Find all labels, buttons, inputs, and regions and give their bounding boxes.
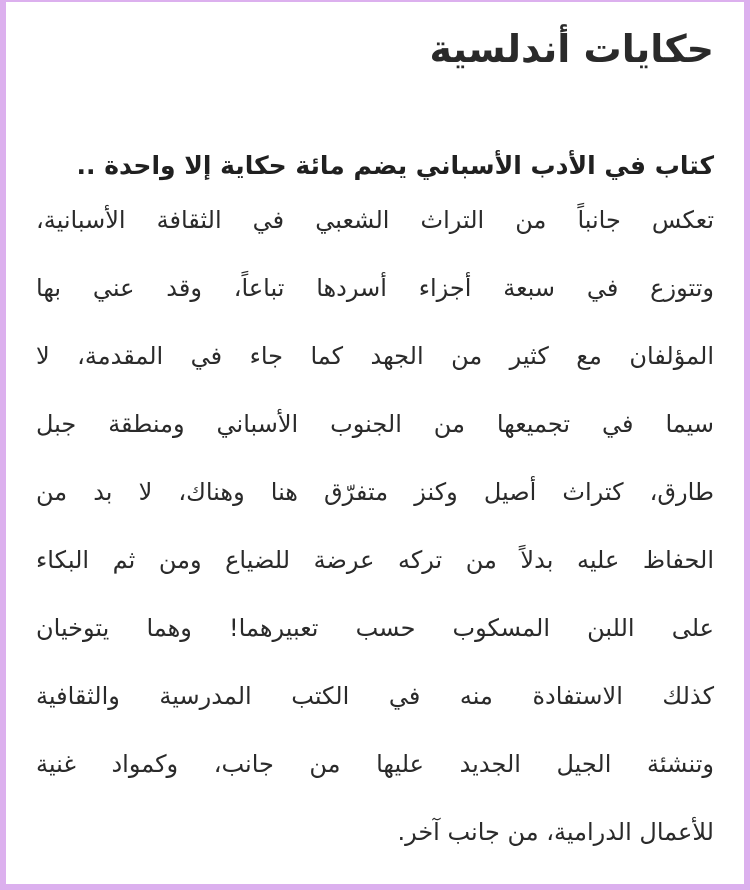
article-body — [36, 186, 714, 866]
body-line: سيما في تجميعها من الجنوب الأسباني ومنطقة جبل — [36, 410, 714, 438]
body-line: تعكس جانباً من التراث الشعبي في الثقافة الأسبانية، — [36, 206, 714, 234]
body-line: للأعمال الدرامية، من جانب آخر. — [397, 818, 714, 846]
body-line: طارق، كتراث أصيل وكنز متفرّق هنا وهناك، لا بد من — [36, 478, 714, 506]
body-line: وتنشئة الجيل الجديد عليها من جانب، وكمواد غنية — [36, 750, 714, 778]
article-lead: كتاب في الأدب الأسباني يضم مائة حكاية إلا واحدة .. — [76, 151, 714, 180]
article-title: حكايات أندلسية — [429, 27, 714, 71]
body-line: على اللبن المسكوب حسب تعبيرهما! وهما يتوخيان — [36, 614, 714, 642]
body-line: كذلك الاستفادة منه في الكتب المدرسية والثقافية — [36, 682, 714, 710]
body-line: وتتوزع في سبعة أجزاء أسردها تباعاً، وقد عني بها — [36, 274, 714, 302]
article — [36, 10, 714, 866]
body-line: المؤلفان مع كثير من الجهد كما جاء في المقدمة، لا — [36, 342, 714, 370]
body-line: الحفاظ عليه بدلاً من تركه عرضة للضياع ومن ثم البكاء — [36, 546, 714, 574]
